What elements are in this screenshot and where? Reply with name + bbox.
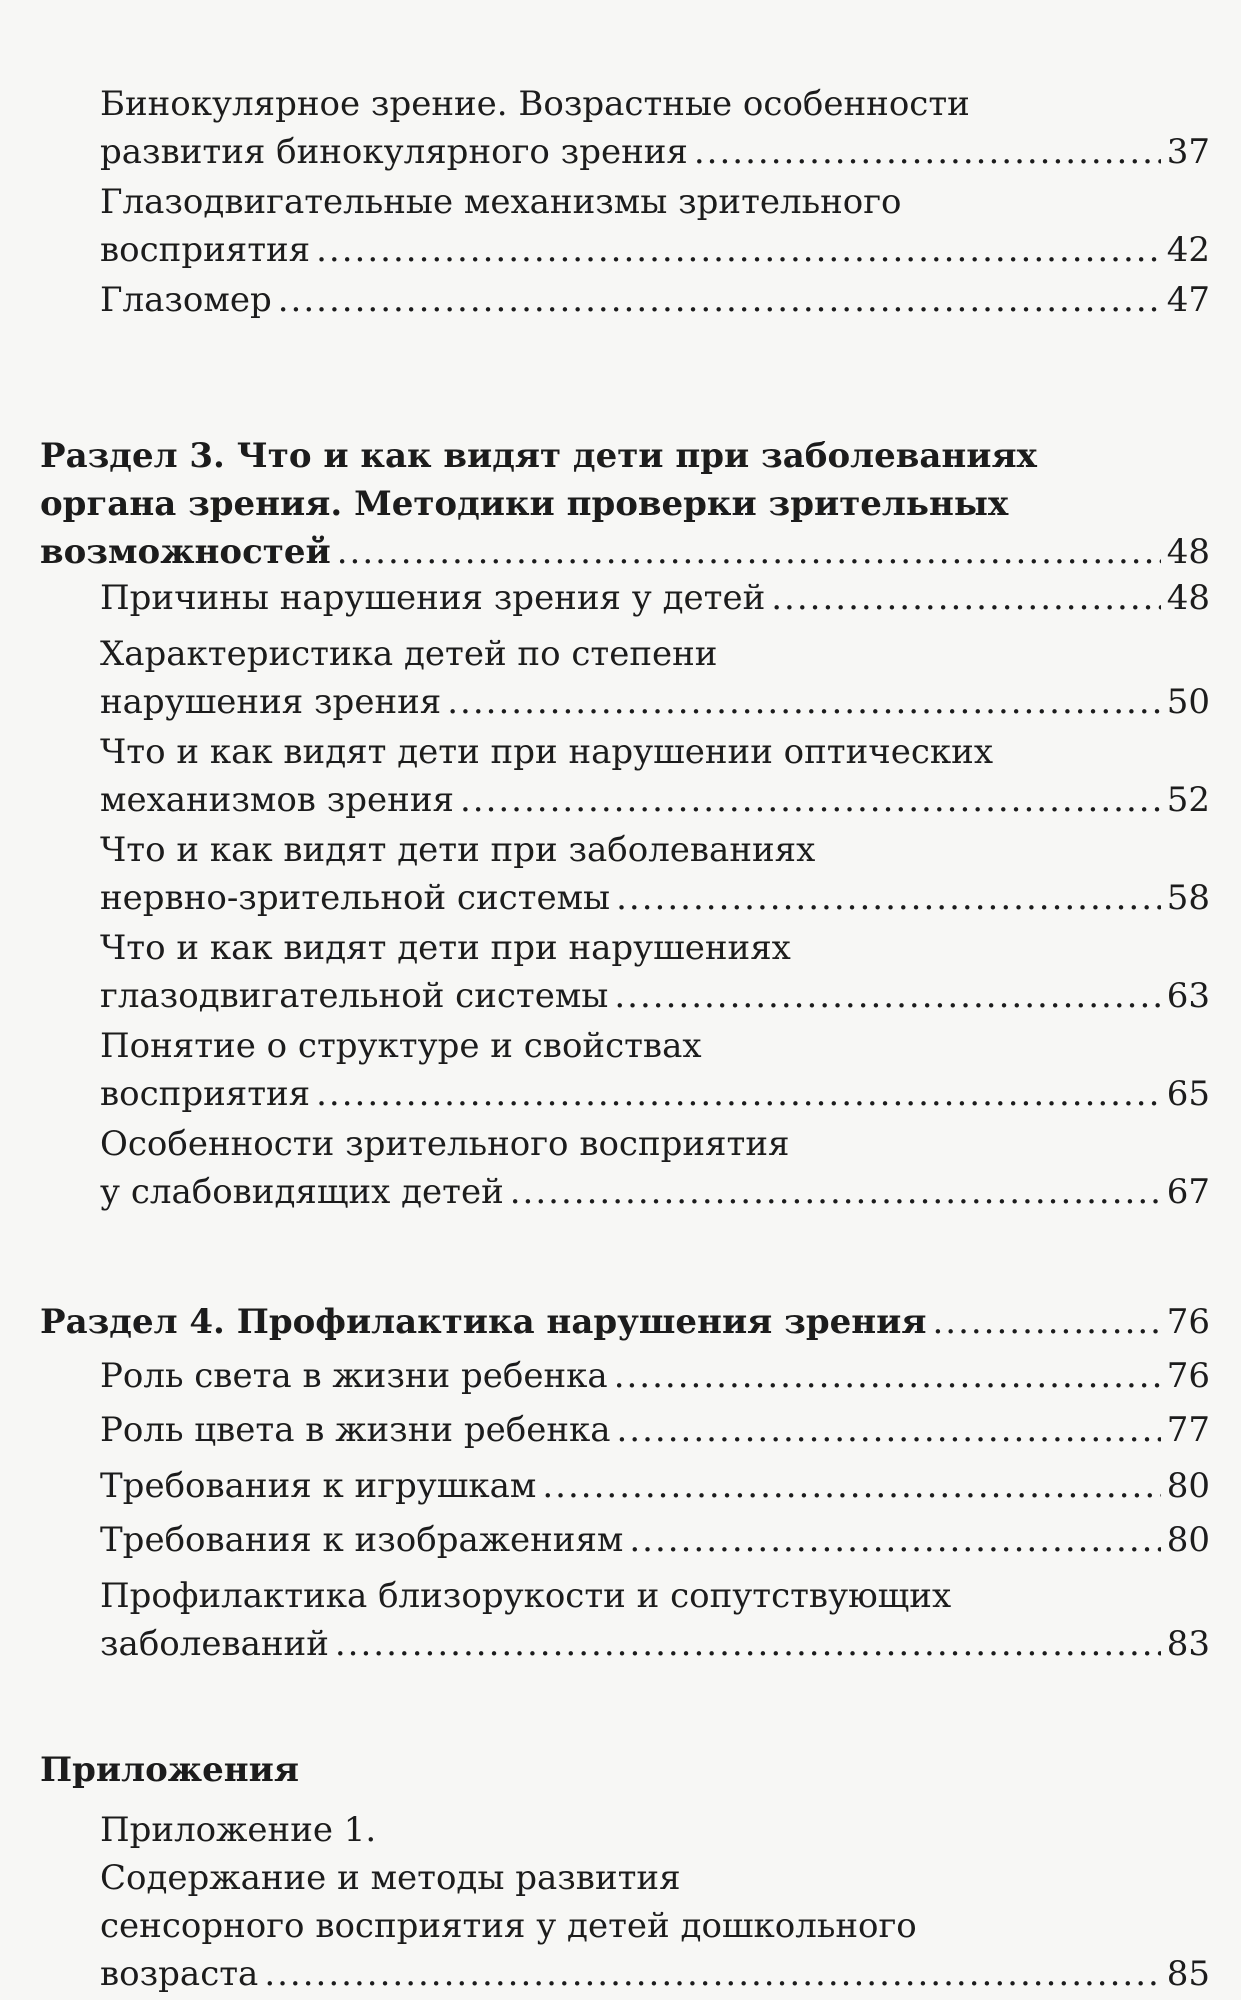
dot-leader xyxy=(510,1168,1161,1216)
toc-page-number: 83 xyxy=(1166,1624,1210,1664)
toc-entry-binocular-vision xyxy=(100,80,1210,176)
dot-leader xyxy=(614,1352,1161,1400)
toc-entry-text: Бинокулярное зрение. Возрастные особенности xyxy=(100,84,970,124)
toc-entry-characteristics xyxy=(100,630,1210,726)
toc-page-number: 42 xyxy=(1166,230,1210,270)
toc-entry-text: Глазомер xyxy=(100,280,272,320)
dot-leader xyxy=(542,1462,1160,1510)
toc-page-number: 80 xyxy=(1166,1466,1210,1506)
dot-leader xyxy=(460,776,1161,824)
toc-entry-text: восприятия xyxy=(100,230,311,270)
dot-leader xyxy=(617,1406,1161,1454)
toc-section-text: возможностей xyxy=(40,532,331,572)
toc-entry-oculomotor-mechanisms xyxy=(100,178,1210,274)
toc-entry-text: Особенности зрительного восприятия xyxy=(100,1124,790,1164)
toc-entry-text: Что и как видят дети при заболеваниях xyxy=(100,830,816,870)
toc-section-3 xyxy=(40,432,1210,576)
toc-entry-text: Характеристика детей по степени xyxy=(100,634,718,674)
toc-page-number: 50 xyxy=(1166,682,1210,722)
dot-leader xyxy=(932,1298,1160,1346)
toc-entry-text: сенсорного восприятия у детей дошкольного xyxy=(100,1906,917,1946)
dot-leader xyxy=(447,678,1161,726)
toc-entry-text: Что и как видят дети при нарушениях xyxy=(100,928,791,968)
toc-page-number: 47 xyxy=(1166,280,1210,320)
toc-page-number: 76 xyxy=(1166,1302,1210,1342)
toc-page-number: 52 xyxy=(1166,780,1210,820)
dot-leader xyxy=(278,276,1161,324)
dot-leader xyxy=(316,226,1161,274)
toc-page-number: 48 xyxy=(1166,578,1210,618)
dot-leader xyxy=(337,528,1161,576)
dot-leader xyxy=(316,1070,1161,1118)
toc-entry-text: механизмов зрения xyxy=(100,780,454,820)
toc-entry-neural xyxy=(100,826,1210,922)
toc-entry-images xyxy=(100,1516,1210,1564)
toc-page-number: 48 xyxy=(1166,532,1210,572)
toc-section-4 xyxy=(40,1298,1210,1346)
toc-entry-text: развития бинокулярного зрения xyxy=(100,132,688,172)
toc-entry-text: глазодвигательной системы xyxy=(100,976,609,1016)
toc-entry-text: нервно-зрительной системы xyxy=(100,878,611,918)
toc-entry-eye-gauge xyxy=(100,276,1210,324)
toc-entry-appendix-1 xyxy=(100,1806,1210,1998)
toc-section-appendices xyxy=(40,1746,1210,1794)
toc-entry-text: нарушения зрения xyxy=(100,682,442,722)
toc-entry-text: возраста xyxy=(100,1954,259,1994)
toc-entry-text: Требования к игрушкам xyxy=(100,1466,537,1506)
toc-page-number: 58 xyxy=(1166,878,1210,918)
toc-section-text: Приложения xyxy=(40,1750,299,1790)
toc-page-number: 85 xyxy=(1166,1954,1210,1994)
toc-page-number: 67 xyxy=(1166,1172,1210,1212)
toc-entry-text: заболеваний xyxy=(100,1624,329,1664)
toc-entry-text: Приложение 1. xyxy=(100,1810,377,1850)
toc-entry-text: Глазодвигательные механизмы зрительного xyxy=(100,182,902,222)
dot-leader xyxy=(694,128,1161,176)
dot-leader xyxy=(335,1620,1161,1668)
toc-page-number: 37 xyxy=(1166,132,1210,172)
toc-entry-visual-perception xyxy=(100,1120,1210,1216)
dot-leader xyxy=(771,574,1161,622)
toc-entry-text: Роль света в жизни ребенка xyxy=(100,1356,608,1396)
toc-entry-text: Причины нарушения зрения у детей xyxy=(100,578,766,618)
toc-entry-text: восприятия xyxy=(100,1074,311,1114)
toc-entry-causes xyxy=(100,574,1210,622)
toc-page-number: 63 xyxy=(1166,976,1210,1016)
toc-page-number: 65 xyxy=(1166,1074,1210,1114)
toc-entry-text: Профилактика близорукости и сопутствующих xyxy=(100,1576,952,1616)
dot-leader xyxy=(264,1950,1160,1998)
toc-section-text: Раздел 4. Профилактика нарушения зрения xyxy=(40,1302,927,1342)
toc-section-text: органа зрения. Методики проверки зрительных xyxy=(40,484,1009,524)
dot-leader xyxy=(614,972,1160,1020)
toc-section-text: Раздел 3. Что и как видят дети при заболеваниях xyxy=(40,436,1037,476)
toc-entry-text: у слабовидящих детей xyxy=(100,1172,504,1212)
toc-entry-light-role xyxy=(100,1352,1210,1400)
toc-entry-text: Понятие о структуре и свойствах xyxy=(100,1026,702,1066)
dot-leader xyxy=(616,874,1161,922)
toc-entry-color-role xyxy=(100,1406,1210,1454)
toc-entry-optical xyxy=(100,728,1210,824)
toc-entry-myopia-prevention xyxy=(100,1572,1210,1668)
toc-page-number: 77 xyxy=(1166,1410,1210,1450)
toc-entry-oculomotor-disorders xyxy=(100,924,1210,1020)
toc-entry-text: Роль цвета в жизни ребенка xyxy=(100,1410,611,1450)
toc-entry-perception-structure xyxy=(100,1022,1210,1118)
toc-entry-text: Содержание и методы развития xyxy=(100,1858,681,1898)
toc-page-number: 76 xyxy=(1166,1356,1210,1396)
toc-entry-toys xyxy=(100,1462,1210,1510)
toc-page-number: 80 xyxy=(1166,1520,1210,1560)
dot-leader xyxy=(629,1516,1160,1564)
toc-entry-text: Требования к изображениям xyxy=(100,1520,624,1560)
toc-entry-text: Что и как видят дети при нарушении оптических xyxy=(100,732,993,772)
